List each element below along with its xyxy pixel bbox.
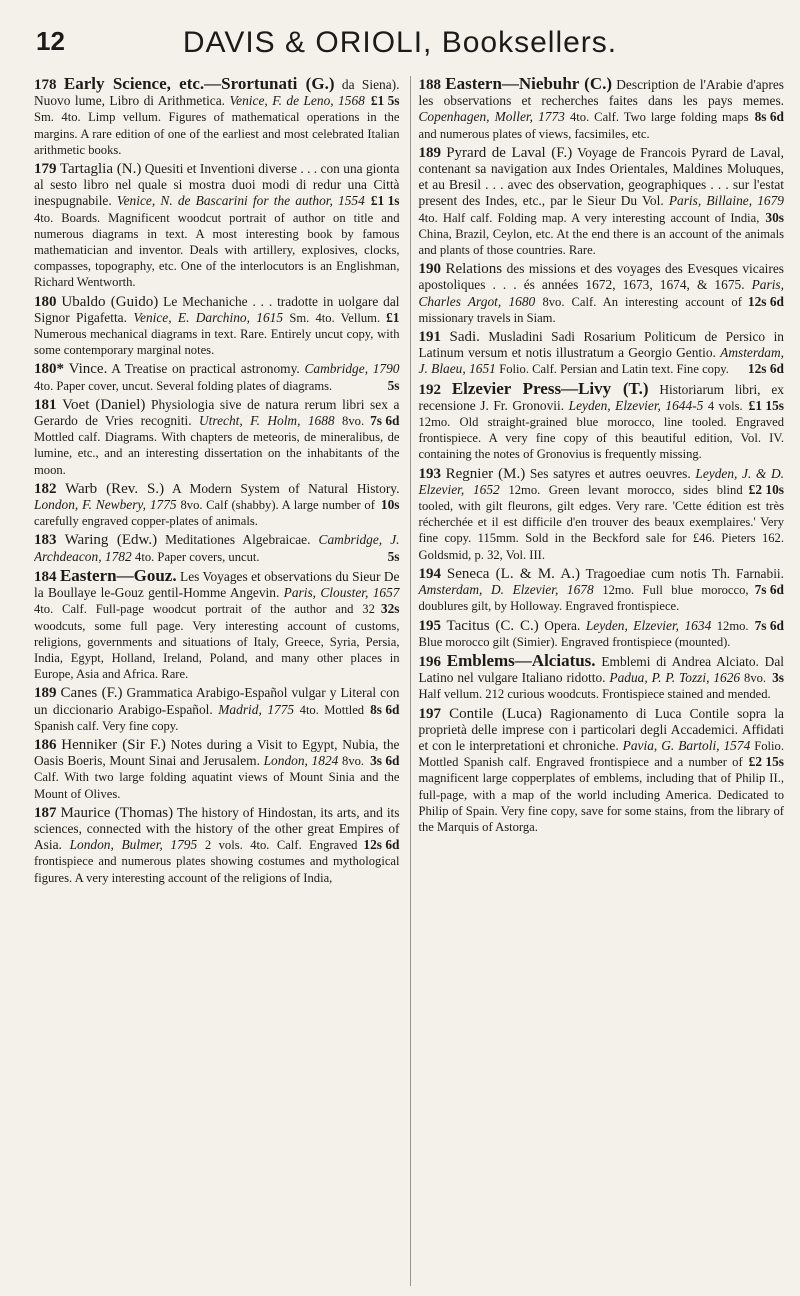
- entry-number: 195: [418, 617, 441, 634]
- entry-number: 187: [34, 804, 57, 821]
- entry-description: Sm. 4to. Vellum. Numerous mechanical diagrams in text. Rare. Entirely uncut copy, with some contemporary marginal notes.: [34, 310, 400, 358]
- entry-number: 186: [34, 736, 57, 753]
- entry-imprint: London, 1824: [263, 753, 339, 769]
- entry-author: Early Science, etc.—Srortunati (G.): [63, 76, 335, 93]
- catalogue-entry: [419, 76, 785, 142]
- entry-imprint: Leyden, J. & D. Elzevier, 1652: [418, 465, 784, 497]
- entry-number: 180*: [34, 361, 64, 378]
- entry-title: Grammatica Arabigo-Español vulgar y Literal con un diccionario Arabigo-Español.: [34, 685, 400, 717]
- entry-number: 196: [418, 653, 441, 670]
- entry-number: 197: [418, 705, 441, 722]
- entry-imprint: Utrecht, F. Holm, 1688: [199, 413, 335, 429]
- entry-price: £1 5s: [370, 93, 400, 109]
- entry-price: 7s 6d: [754, 582, 784, 598]
- entry-title: Notes during a Visit to Egypt, Nubia, the Oasis Boeris, Mount Sinai and Jerusalem.: [34, 736, 400, 769]
- catalogue-entry: [419, 261, 785, 326]
- entry-description: Folio. Calf. Persian and Latin text. Fine copy.: [499, 362, 729, 377]
- right-column: [410, 76, 785, 1286]
- entry-price: 32s: [380, 601, 400, 617]
- page-header: [36, 26, 764, 62]
- catalogue-entry: [419, 566, 785, 615]
- entry-title: A Modern System of Natural History.: [171, 480, 400, 496]
- catalogue-entry: [34, 737, 400, 802]
- entry-imprint: Amsterdam, J. Blaeu, 1651: [418, 345, 784, 377]
- entry-author: Voet (Daniel): [62, 396, 146, 413]
- entry-imprint: Padua, P. P. Tozzi, 1626: [609, 670, 741, 686]
- entry-price: 3s: [772, 670, 784, 686]
- entry-price: £2 15s: [748, 754, 784, 770]
- entry-description: 8vo. Calf (shabby). A large number of carefully engraved copper-plates of animals.: [34, 498, 375, 529]
- entry-imprint: Cambridge, J. Archdeacon, 1782: [34, 532, 400, 564]
- entry-author: Henniker (Sir F.): [61, 736, 166, 753]
- entry-description: 2 vols. 4to. Calf. Engraved frontispiece and numerous plates showing costumes and mythological figures. A very interesting account of the religions of India,: [34, 838, 400, 885]
- entry-title: Ragionamento di Luca Contile sopra la proprietà delle imprese con i particolari degli Accademici. Affidati et con le interpretationi et chroniche.: [418, 705, 784, 753]
- entry-number: 193: [418, 465, 441, 482]
- entry-number: 190: [418, 261, 441, 278]
- catalogue-columns: [34, 76, 784, 1286]
- entry-description: 4 vols. 12mo. Old straight-grained blue morocco, line tooled. Engraved frontispiece. A very fine copy of this beautiful edition, Vol. IV. containing the notes of Gronovius is frequently missing.: [418, 398, 784, 462]
- entry-description: 8vo. Mottled calf. Diagrams. With chapters de meteoris, de mineralibus, de lumine, etc., and an interesting dissertation on the inhabitants of the moon.: [34, 414, 400, 477]
- left-column: [34, 76, 400, 1286]
- catalogue-entry: [34, 805, 400, 886]
- entry-description: 12mo. Blue morocco gilt (Simier). Engraved frontispiece (mounted).: [418, 618, 749, 649]
- catalogue-entry: [34, 161, 400, 291]
- entry-author: Sadi.: [449, 329, 480, 346]
- entry-title: The history of Hindostan, its arts, and its sciences, connected with the history of the other great Empires of Asia.: [34, 804, 400, 853]
- entry-number: 178: [34, 77, 57, 93]
- entry-price: 12s 6d: [363, 837, 400, 853]
- entry-description: 8vo. Calf. An interesting account of missionary travels in Siam.: [418, 294, 742, 325]
- entry-number: 179: [34, 161, 57, 178]
- entry-description: 8vo. Half vellum. 212 curious woodcuts. Frontispiece stained and mended.: [418, 671, 771, 702]
- entry-title: Le Mechaniche . . . tradotte in uolgare dal Signor Pigafetta.: [34, 293, 400, 325]
- entry-title: des missions et des voyages des Evesques vicaires apostoliques . . . és années 1672, 1673, 1674, & 1675.: [418, 261, 784, 293]
- entry-author: Relations: [445, 261, 503, 278]
- entry-description: 4to. Calf. Two large folding maps and numerous plates of views, facsimiles, etc.: [418, 110, 749, 141]
- entry-number: 189: [418, 144, 441, 161]
- entry-title: Opera.: [544, 617, 581, 633]
- entry-number: 194: [418, 565, 441, 582]
- entry-price: 5s: [387, 377, 400, 393]
- entry-title: Tragoediae cum notis Th. Farnabii.: [585, 565, 784, 581]
- entry-price: £1 15s: [748, 397, 784, 413]
- catalogue-entry: [419, 706, 785, 836]
- entry-author: Warb (Rev. S.): [65, 480, 165, 497]
- entry-description: 4to. Mottled Spanish calf. Very fine copy.: [34, 702, 365, 733]
- entry-author: Eastern—Gouz.: [59, 565, 177, 585]
- entry-number: 180: [34, 293, 57, 310]
- entry-number: 192: [418, 381, 441, 398]
- entry-price: 30s: [765, 209, 784, 225]
- entry-title: Historiarum libri, ex recensione J. Fr. Gronovii.: [418, 381, 784, 413]
- entry-author: Tacitus (C. C.): [446, 617, 539, 634]
- entry-imprint: Venice, F. de Leno, 1568: [229, 93, 365, 109]
- entry-imprint: Madrid, 1775: [218, 701, 295, 717]
- entry-author: Tartaglia (N.): [59, 161, 142, 178]
- entry-author: Ubaldo (Guido): [61, 293, 159, 310]
- entry-price: 12s 6d: [747, 361, 784, 377]
- entry-imprint: Venice, E. Darchino, 1615: [133, 309, 284, 325]
- entry-number: 183: [34, 532, 57, 549]
- entry-author: Canes (F.): [60, 685, 123, 702]
- entry-author: Seneca (L. & M. A.): [446, 565, 580, 582]
- entry-number: 191: [418, 329, 441, 346]
- catalogue-entry: [419, 618, 785, 650]
- catalogue-entry: [34, 397, 400, 478]
- entry-number: 182: [34, 480, 57, 497]
- entry-author: Elzevier Press—Livy (T.): [451, 378, 649, 398]
- entry-author: Pyrard de Laval (F.): [446, 144, 573, 161]
- entry-imprint: Paris, Clouster, 1657: [283, 585, 400, 601]
- catalogue-entry: [419, 466, 785, 563]
- entry-author: Vince.: [68, 361, 108, 378]
- entry-imprint: London, F. Newbery, 1775: [34, 497, 177, 513]
- entry-author: Eastern—Niebuhr (C.): [445, 76, 613, 93]
- catalogue-entry: [419, 145, 785, 258]
- catalogue-entry: [34, 361, 400, 393]
- entry-imprint: Paris, Billaine, 1679: [668, 193, 784, 209]
- catalogue-entry: [34, 294, 400, 359]
- catalogue-entry: [34, 76, 400, 158]
- entry-price: £2 10s: [748, 481, 784, 497]
- entry-description: 4to. Calf. Full-page woodcut portrait of the author and 32 woodcuts, some full page. Very interesting account of customs, religions, governments and situations of Italy, Greece, Syria, Persia, India, Egypt, Holland, Ireland, Poland, and many other places in Europe, Asia and Africa. Rare.: [34, 602, 400, 682]
- entry-imprint: Paris, Charles Argot, 1680: [418, 277, 784, 309]
- entry-price: £1: [386, 309, 400, 325]
- catalogue-entry: [418, 378, 785, 463]
- entry-description: 4to. Paper cover, uncut. Several folding plates of diagrams.: [34, 378, 333, 393]
- entry-author: Contile (Luca): [449, 705, 542, 722]
- entry-description: 4to. Half calf. Folding map. A very interesting account of India, China, Brazil, Ceylon, etc. At the end there is an account of the animals and plants of those countries. Rare.: [418, 210, 784, 258]
- entry-number: 184: [34, 568, 57, 585]
- entry-imprint: Copenhagen, Moller, 1773: [418, 109, 565, 125]
- entry-number: 189: [34, 685, 57, 702]
- catalogue-entry: [34, 565, 400, 682]
- entry-number: 181: [34, 396, 57, 413]
- catalogue-entry: [34, 481, 400, 530]
- entry-price: 7s 6d: [370, 413, 400, 429]
- entry-author: Maurice (Thomas): [60, 804, 174, 821]
- catalogue-entry: [418, 650, 785, 703]
- page-number: 12: [36, 26, 65, 56]
- entry-price: 8s 6d: [370, 701, 400, 717]
- entry-price: 12s 6d: [747, 293, 784, 309]
- entry-number: 188: [418, 77, 441, 93]
- entry-price: 3s 6d: [370, 753, 400, 769]
- entry-imprint: Pavia, G. Bartoli, 1574: [622, 737, 751, 753]
- entry-price: £1 1s: [370, 193, 400, 209]
- catalogue-entry: [34, 532, 400, 564]
- entry-title: Description de l'Arabie d'apres les observations et recherches faites dans les pays memes.: [418, 77, 784, 109]
- entry-imprint: Leyden, Elzevier, 1644-5: [568, 397, 704, 413]
- entry-description: 4to. Boards. Magnificent woodcut portrait of author on title and numerous diagrams in text. A most interesting book by famous mathematician and inventor. Deals with artillery, explosives, clocks, compasses, topography, etc. One of the interlocutors is an Englishman, Richard Wentworth.: [34, 210, 400, 290]
- entry-description: Folio. Mottled Spanish calf. Engraved frontispiece and a number of magnificent large copperplates of emblems, including that of Philip II., full-page, with a map of the world including America. Dedicated to Philip of Spain. Very fine copy, save for some stains, from the library of the Marquis of Astorga.: [418, 738, 784, 834]
- entry-description: 12mo. Full blue morocco, doublures gilt, by Holloway. Engraved frontispiece.: [418, 583, 749, 614]
- entry-title: Musladini Sadi Rosarium Politicum de Persico in Latinum versum et notis illustratum a Georgio Gentio.: [418, 329, 784, 361]
- entry-author: Waring (Edw.): [64, 532, 158, 549]
- entry-price: 5s: [387, 548, 400, 564]
- entry-title: Ses satyres et autres oeuvres.: [529, 465, 691, 481]
- entry-imprint: Amsterdam, D. Elzevier, 1678: [418, 582, 594, 598]
- entry-description: 12mo. Green levant morocco, sides blind tooled, with gilt fleurons, gilt edges. Very rare. 'Cette édition est très récherchée et il est difficile d'en trouver des beaux exemplaires.' Very fine copy. 115mm. Sold in the Beckford sale for £46. Pieters 162. Goldsmid, p. 32, Vol. III.: [418, 482, 784, 562]
- entry-imprint: Leyden, Elzevier, 1634: [585, 617, 712, 633]
- entry-title: Physiologia sive de natura rerum libri sex a Gerardo de Vries recogniti.: [34, 396, 400, 429]
- entry-description: Sm. 4to. Limp vellum. Figures of mathematical operations in the margins. A rare edition of one of the earliest and most celebrated Italian arithmetic books.: [34, 110, 400, 157]
- entry-price: 7s 6d: [754, 617, 784, 633]
- entry-title: da Siena). Nuovo lume, Libro di Arithmetica.: [34, 77, 400, 109]
- entry-imprint: Venice, N. de Bascarini for the author, 1554: [116, 193, 365, 209]
- running-head: DAVIS & ORIOLI, Booksellers.: [182, 26, 618, 59]
- entry-title: A Treatise on practical astronomy.: [111, 361, 300, 377]
- catalogue-entry: [34, 685, 400, 734]
- entry-imprint: London, Bulmer, 1795: [69, 837, 198, 853]
- entry-author: Regnier (M.): [445, 465, 526, 482]
- entry-price: 8s 6d: [754, 109, 784, 125]
- entry-imprint: Cambridge, 1790: [304, 361, 400, 377]
- entry-title: Quesiti et Inventioni diverse . . . con una gionta al sesto libro nel quale si mostra duoi modi di redur una Città inespugnabile.: [34, 161, 400, 209]
- entry-title: Meditationes Algebraicae.: [165, 532, 311, 548]
- entry-description: 4to. Paper covers, uncut.: [135, 549, 260, 564]
- entry-title: Les Voyages et observations du Sieur De la Boullaye le-Gouz gentil-Homme Angevin.: [34, 568, 400, 601]
- entry-price: 10s: [380, 497, 400, 513]
- entry-title: Emblemi di Andrea Alciato. Dal Latino nel vulgare Italiano ridotto.: [418, 653, 784, 686]
- entry-title: Voyage de Francois Pyrard de Laval, contenant sa navigation aux Indes Orientales, Maldines Moluques, et au Bresil . . . avec des observation, geographiques . . . sur l'estat present des Indes, etc., par le Sieur Du Vol.: [418, 144, 784, 209]
- catalogue-entry: [419, 329, 785, 378]
- entry-description: 8vo. Calf. With two large folding aquatint views of Mount Sinia and the Mount of Olives.: [34, 754, 400, 801]
- entry-author: Emblems—Alciatus.: [446, 650, 596, 670]
